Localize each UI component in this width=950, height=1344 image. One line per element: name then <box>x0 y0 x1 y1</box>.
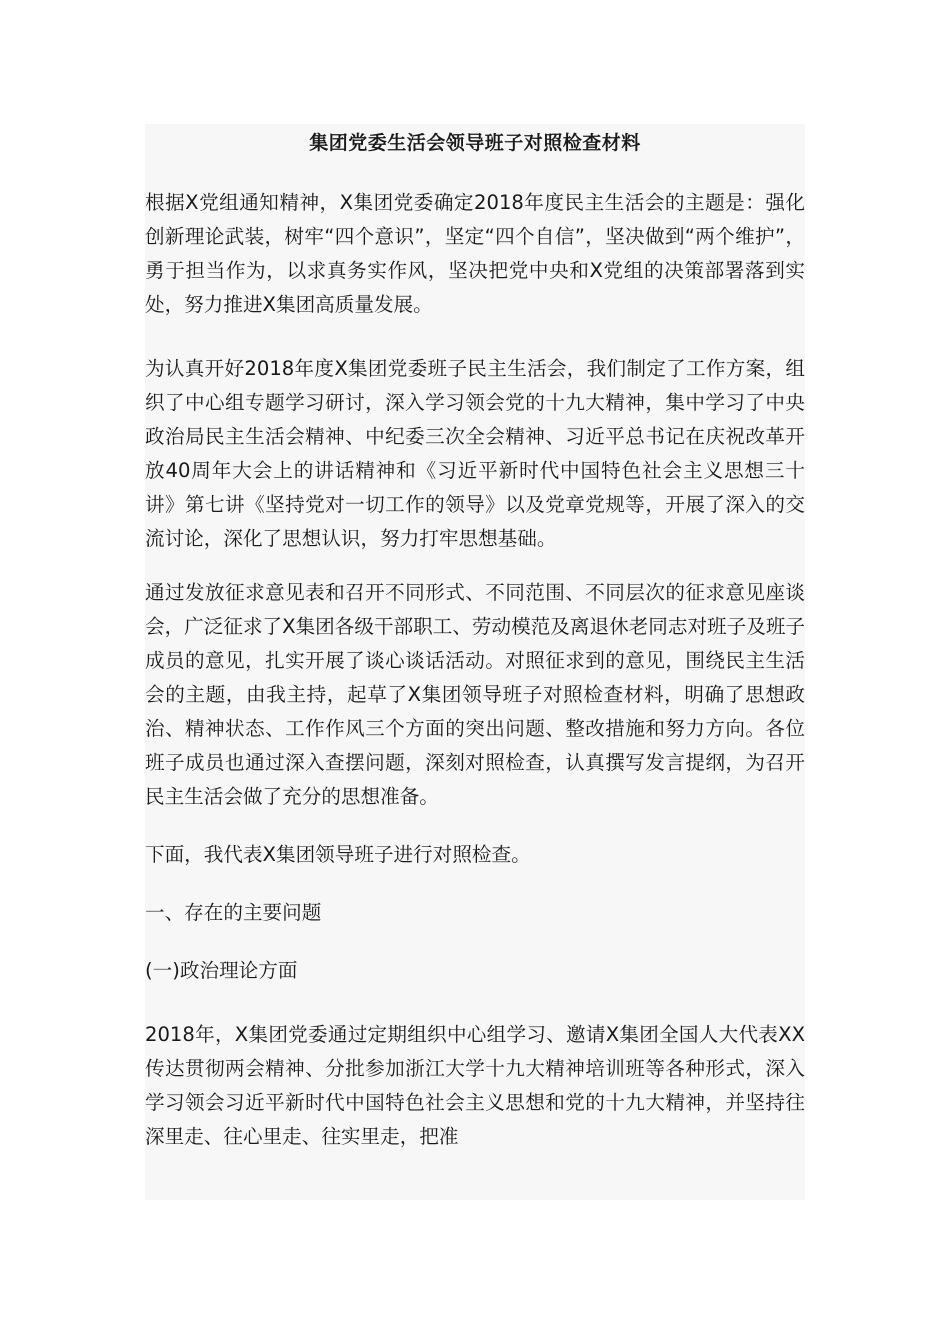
spacer <box>145 814 805 838</box>
spacer <box>145 322 805 352</box>
spacer <box>145 872 805 896</box>
document-page <box>145 124 805 1200</box>
paragraph-opinions: 通过发放征求意见表和召开不同形式、不同范围、不同层次的征求意见座谈会，广泛征求了X集团各级干部职工、劳动模范及离退休老同志对班子及班子成员的意见，扎实开展了谈心谈话活动。对照征求到的意见，围绕民主生活会的主题，由我主持，起草了X集团领导班子对照检查材料，明确了思想政治、精神状态、工作作风三个方面的突出问题、整改措施和努力方向。各位班子成员也通过深入查摆问题，深刻对照检查，认真撰写发言提纲，为召开民主生活会做了充分的思想准备。 <box>145 581 805 808</box>
section-heading-problems: 一、存在的主要问题 <box>145 901 322 924</box>
spacer <box>145 556 805 576</box>
spacer <box>145 988 805 1018</box>
paragraph-study: 2018年，X集团党委通过定期组织中心组学习、邀请X集团全国人大代表XX传达贯彻两会精神、分批参加浙江大学十九大精神培训班等各种形式，深入学习领会习近平新时代中国特色社会主义思想和党的十九大精神，并坚持往深里走、往心里走、往实里走，把准 <box>145 1023 805 1148</box>
paragraph-preparation: 为认真开好2018年度X集团党委班子民主生活会，我们制定了工作方案，组织了中心组专题学习研讨，深入学习领会党的十九大精神，集中学习了中央政治局民主生活会精神、中纪委三次全会精神、习近平总书记在庆祝改革开放40周年大会上的讲话精神和《习近平新时代中国特色社会主义思想三十讲》第七讲《坚持党对一切工作的领导》以及党章党规等，开展了深入的交流讨论，深化了思想认识，努力打牢思想基础。 <box>145 357 805 550</box>
subsection-heading-political-theory: (一)政治理论方面 <box>145 959 298 982</box>
spacer <box>145 930 805 954</box>
paragraph-intro: 下面，我代表X集团领导班子进行对照检查。 <box>145 843 531 866</box>
paragraph-theme: 根据X党组通知精神，X集团党委确定2018年度民主生活会的主题是：强化创新理论武装，树牢“四个意识”，坚定“四个自信”，坚决做到“两个维护”，勇于担当作为，以求真务实作风，坚决把党中央和X党组的决策部署落到实处，努力推进X集团高质量发展。 <box>145 191 805 316</box>
document-title: 集团党委生活会领导班子对照检查材料 <box>309 132 641 154</box>
spacer <box>145 160 805 186</box>
